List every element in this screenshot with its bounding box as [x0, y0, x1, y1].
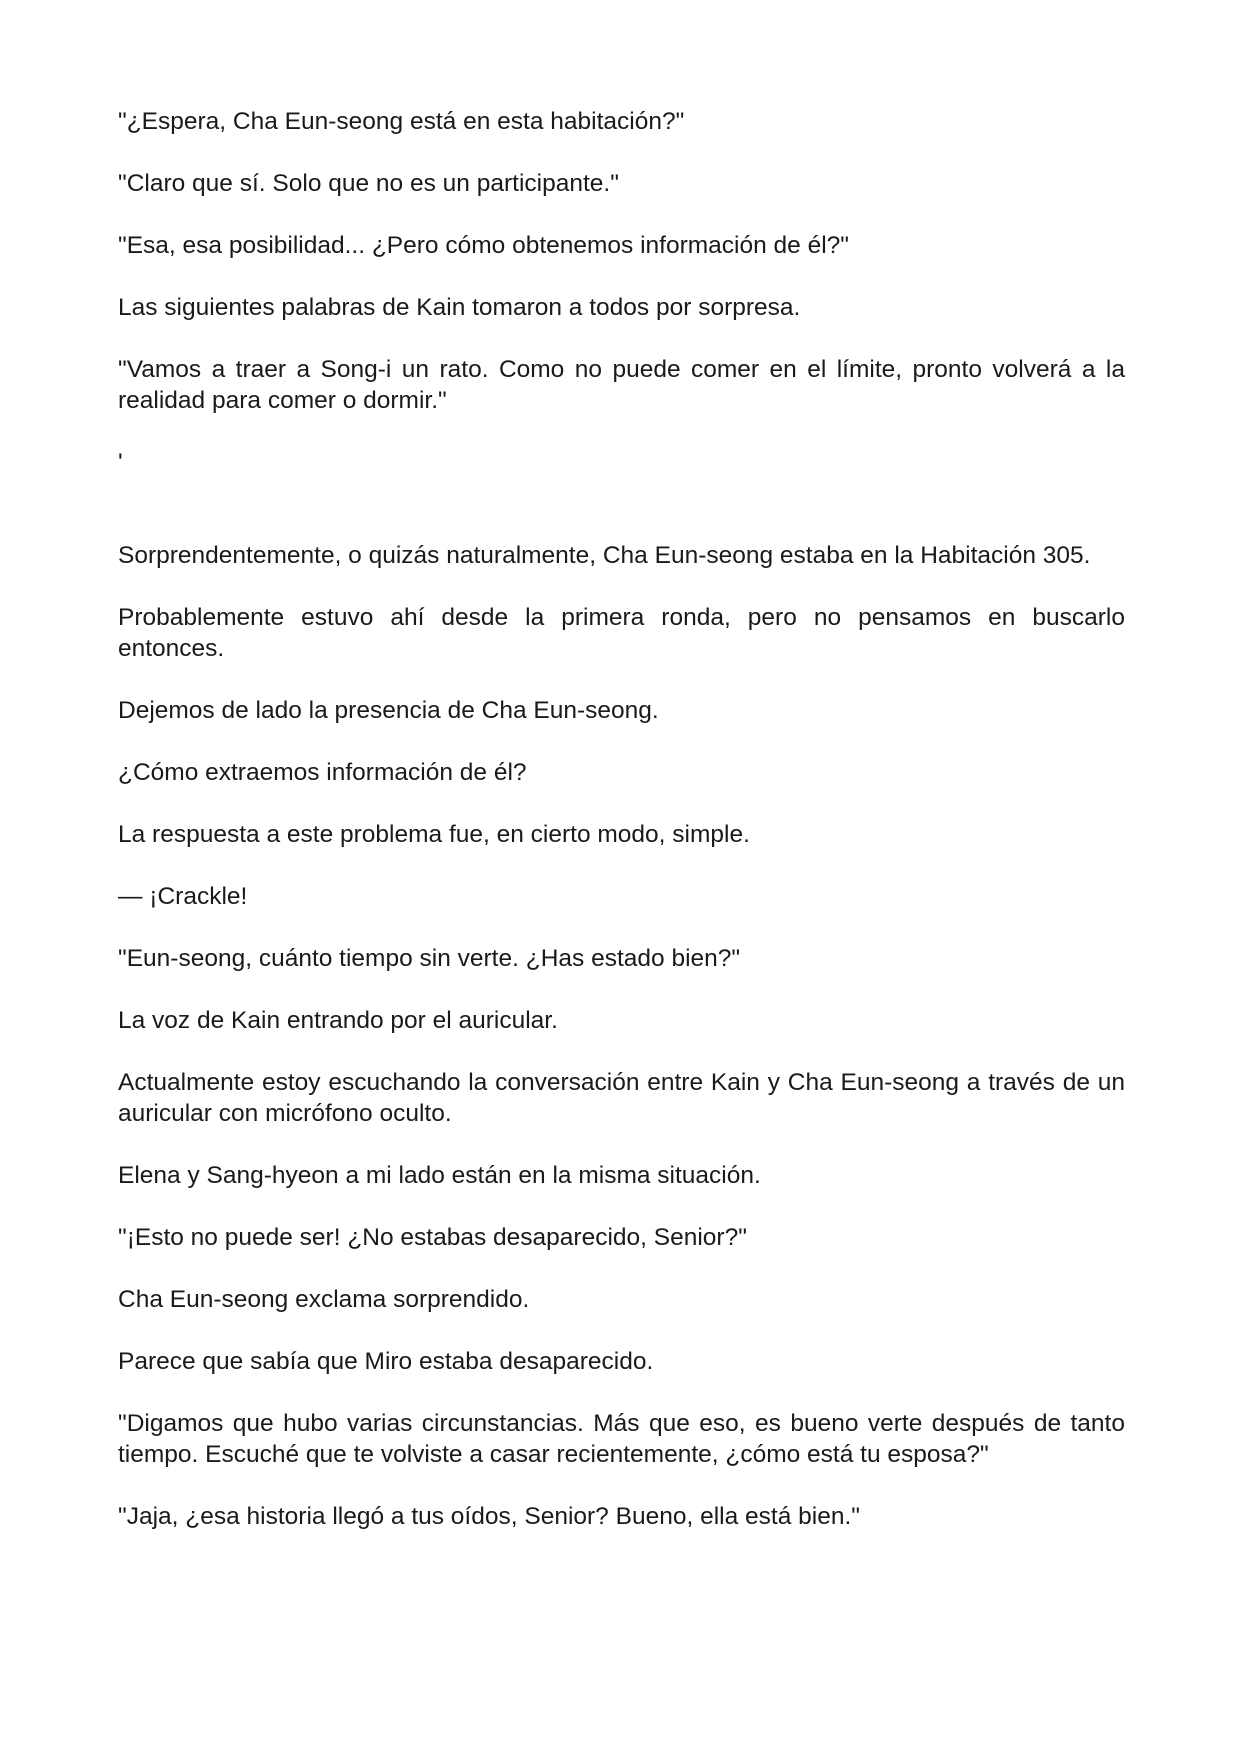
paragraph: Elena y Sang-hyeon a mi lado están en la misma situación. — [118, 1162, 761, 1189]
paragraph: "Eun-seong, cuánto tiempo sin verte. ¿Has estado bien?" — [118, 945, 741, 972]
paragraph: ¿Cómo extraemos información de él? — [118, 759, 527, 786]
paragraph: La respuesta a este problema fue, en cierto modo, simple. — [118, 821, 750, 848]
paragraph: Cha Eun-seong exclama sorprendido. — [118, 1286, 530, 1313]
paragraph: Actualmente estoy escuchando la conversación entre Kain y Cha Eun-seong a través de un auricular con micrófono oculto. — [118, 1069, 1125, 1127]
paragraph: — ¡Crackle! — [118, 883, 248, 910]
paragraph: "¿Espera, Cha Eun-seong está en esta habitación?" — [118, 108, 685, 135]
blank-line — [118, 509, 1125, 540]
document-page — [118, 106, 1125, 1563]
paragraph: "Claro que sí. Solo que no es un participante." — [118, 170, 619, 197]
paragraph: "¡Esto no puede ser! ¿No estabas desaparecido, Senior?" — [118, 1224, 747, 1251]
paragraph: Dejemos de lado la presencia de Cha Eun-seong. — [118, 697, 659, 724]
paragraph: Las siguientes palabras de Kain tomaron a todos por sorpresa. — [118, 294, 801, 321]
scene-break-mark: ' — [118, 449, 123, 476]
paragraph: Sorprendentemente, o quizás naturalmente, Cha Eun-seong estaba en la Habitación 305. — [118, 542, 1091, 569]
paragraph: "Vamos a traer a Song-i un rato. Como no puede comer en el límite, pronto volverá a la realidad para comer o dormir." — [118, 356, 1125, 414]
paragraph: La voz de Kain entrando por el auricular. — [118, 1007, 558, 1034]
paragraph: "Jaja, ¿esa historia llegó a tus oídos, Senior? Bueno, ella está bien." — [118, 1503, 860, 1530]
paragraph: Parece que sabía que Miro estaba desaparecido. — [118, 1348, 654, 1375]
paragraph: Probablemente estuvo ahí desde la primera ronda, pero no pensamos en buscarlo entonces. — [118, 604, 1125, 662]
paragraph: "Digamos que hubo varias circunstancias. Más que eso, es bueno verte después de tanto tiempo. Escuché que te volviste a casar recientemente, ¿cómo está tu esposa?" — [118, 1410, 1125, 1468]
paragraph: "Esa, esa posibilidad... ¿Pero cómo obtenemos información de él?" — [118, 232, 850, 259]
